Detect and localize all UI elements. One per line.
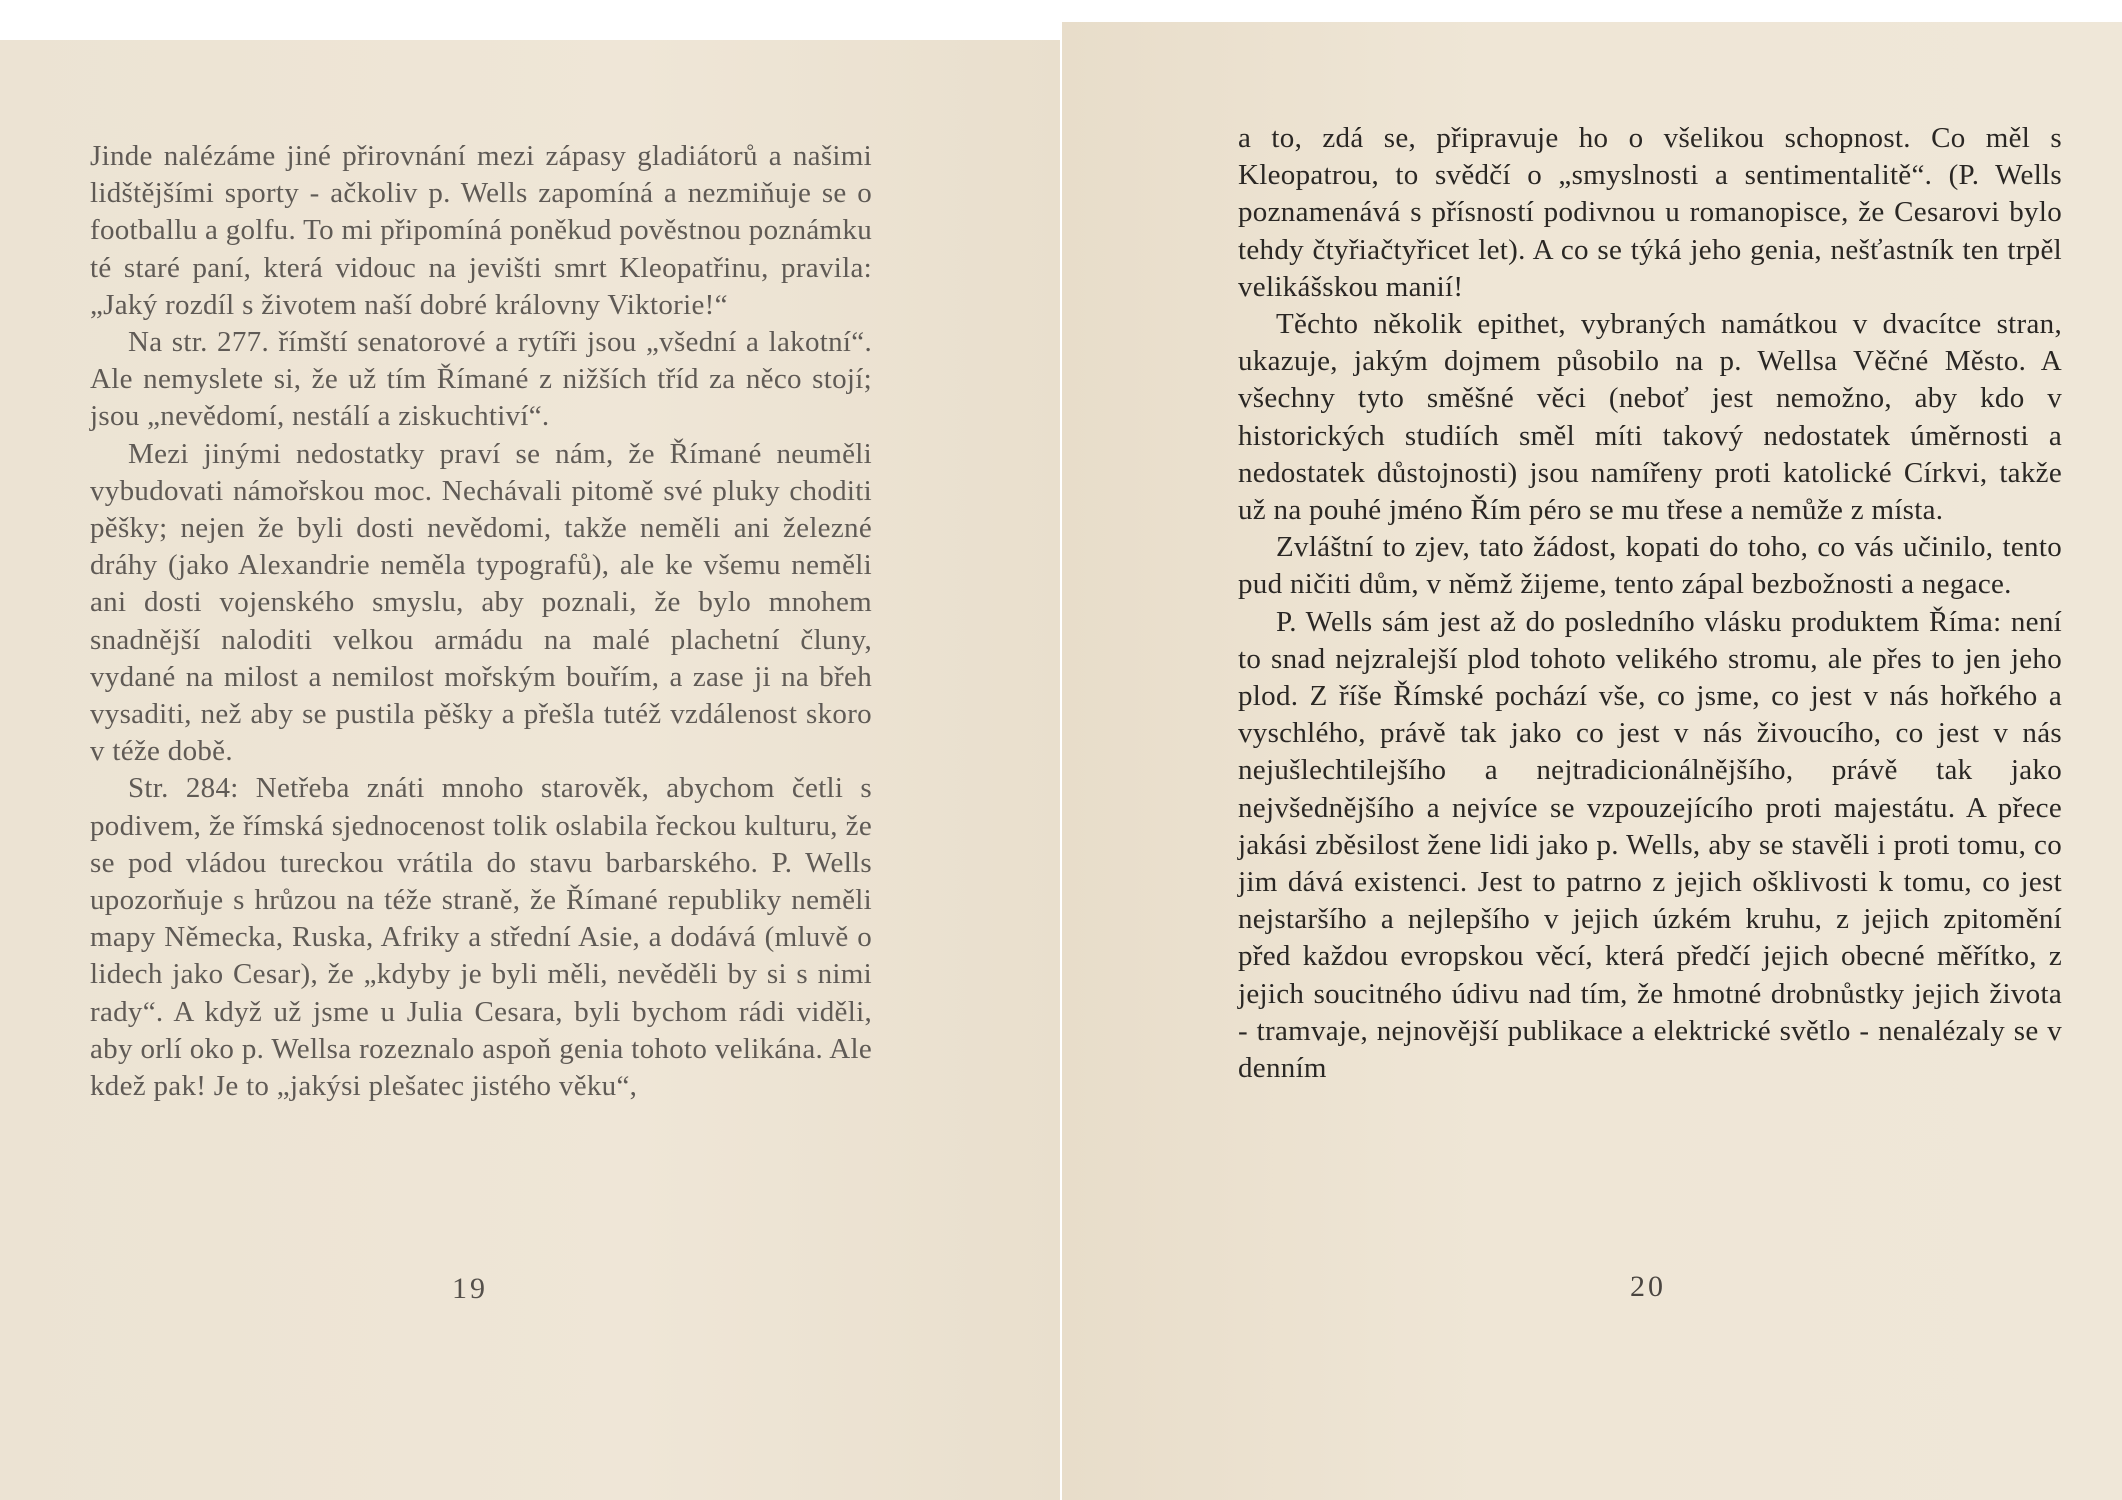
right-page — [1062, 22, 2122, 1500]
left-paragraph-1: Jinde nalézáme jiné přirovnání mezi zápasy gladiátorů a našimi lidštějšími sporty - ačkoliv p. Wells zapomíná a nezmiňuje se o footballu a golfu. To mi připomíná poněkud pověstnou poznámku té staré paní, která vidouc na jevišti smrt Kleopatřinu, pravila: „Jaký rozdíl s životem naší dobré královny Viktorie!“ — [90, 140, 872, 321]
right-paragraph-1: a to, zdá se, připravuje ho o všelikou schopnost. Co měl s Kleopatrou, to svědčí o „smyslnosti a sentimentalitě“. (P. Wells poznamenává s přísností podivnou u romanopisce, že Cesarovi bylo tehdy čtyřiačtyřicet let). A co se týká jeho genia, nešťastník ten trpěl velikášskou manií! — [1238, 122, 2062, 303]
left-page-body — [90, 138, 872, 1105]
left-paragraph-2: Na str. 277. římští senatorové a rytíři jsou „všední a lakotní“. Ale nemyslete si, že už tím Římané z nižších tříd za něco stojí; jsou „nevědomí, nestálí a ziskuchtiví“. — [90, 326, 872, 433]
left-page — [0, 40, 1060, 1500]
left-page-number: 19 — [452, 1272, 488, 1305]
left-paragraph-3: Mezi jinými nedostatky praví se nám, že Římané neuměli vybudovati námořskou moc. Nechávali pitomě své pluky choditi pěšky; nejen že byli dosti nevědomi, takže neměli ani železné dráhy (jako Alexandrie neměla typografů), ale ke všemu neměli ani dosti vojenského smyslu, aby poznali, že bylo mnohem snadnější naloditi velkou armádu na malé plachetní čluny, vydané na milost a nemilost mořským bouřím, a zase ji na břeh vysaditi, než aby se pustila pěšky a přešla tutéž vzdálenost skoro v téže době. — [90, 437, 872, 768]
right-paragraph-4: P. Wells sám jest až do posledního vlásku produktem Říma: není to snad nejzralejší plod tohoto velikého stromu, ale přes to jen jeho plod. Z říše Římské pochází vše, co jsme, co jest v nás hořkého a vyschlého, právě tak jako co jest v nás živoucího, co jest v nás nejušlechtilejšího a nejtradicionálnějšího, právě tak jako nejvšednějšího a nejvíce se vzpouzejícího proti majestátu. A přece jakási zběsilost žene lidi jako p. Wells, aby se stavěli i proti tomu, co jim dává existenci. Jest to patrno z jejich ošklivosti k tomu, co jest nejstaršího a nejlepšího v jejich úzkém kruhu, z jejich zpitomění před každou evropskou věcí, která předčí jejich obecné měřítko, z jejich soucitného údivu nad tím, že hmotné drobnůstky jejich života - tramvaje, nejnovější publikace a elektrické světlo - nenalézaly se v denním — [1238, 605, 2062, 1085]
left-paragraph-4: Str. 284: Netřeba znáti mnoho starověk, abychom četli s podivem, že římská sjednocenost tolik oslabila řeckou kulturu, že se pod vládou tureckou vrátila do stavu barbarského. P. Wells upozorňuje s hrůzou na téže straně, že Římané republiky neměli mapy Německa, Ruska, Afriky a střední Asie, a dodává (mluvě o lidech jako Cesar), že „kdyby je byli měli, nevěděli by si s nimi rady“. A když už jsme u Julia Cesara, byli bychom rádi viděli, aby orlí oko p. Wellsa rozeznalo aspoň genia tohoto velikána. Ale kdež pak! Je to „jakýsi plešatec jistého věku“, — [90, 772, 872, 1103]
right-page-body — [1238, 120, 2062, 1087]
right-paragraph-2: Těchto několik epithet, vybraných namátkou v dvacítce stran, ukazuje, jakým dojmem působilo na p. Wellsa Věčné Město. A všechny tyto směšné věci (neboť jest nemožno, aby kdo v historických studiích směl míti takový nedostatek úměrnosti a nedostatek důstojnosti) jsou namířeny proti katolické Církvi, takže už na pouhé jméno Řím péro se mu třese a nemůže z místa. — [1238, 308, 2062, 527]
right-paragraph-3: Zvláštní to zjev, tato žádost, kopati do toho, co vás učinilo, tento pud ničiti dům, v němž žijeme, tento zápal bezbožnosti a negace. — [1238, 531, 2062, 601]
right-page-number: 20 — [1630, 1270, 1666, 1303]
